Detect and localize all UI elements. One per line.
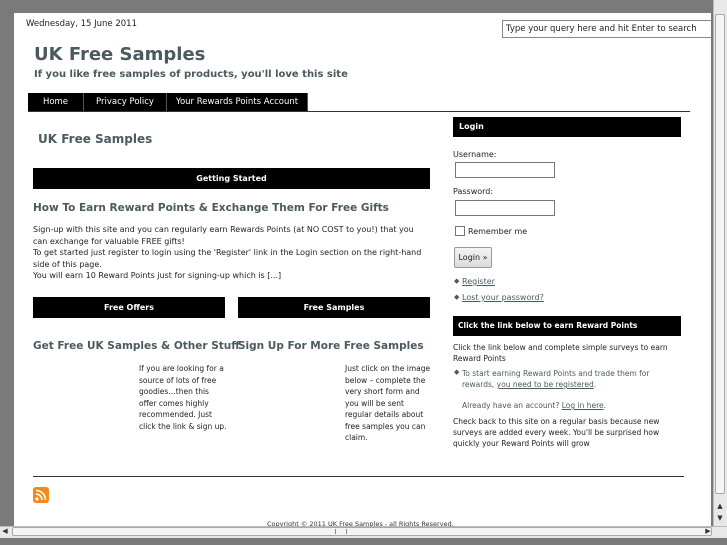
signup-text: Just click on the image below – complete the very short form and you will be sent regular details about free samples you can claim. xyxy=(345,364,431,442)
password-input[interactable] xyxy=(455,200,555,216)
nav-rewards-account[interactable]: Your Rewards Points Account xyxy=(167,93,308,112)
start-earning-text xyxy=(462,368,684,390)
login-button[interactable]: Login » xyxy=(454,247,492,268)
nav-privacy-policy[interactable]: Privacy Policy xyxy=(84,93,167,112)
site-tagline: If you like free samples of products, you'll love this site xyxy=(34,69,348,80)
intro-line: To get started just register to login using the 'Register' link in the Login section on the right-hand side of this page. xyxy=(33,248,422,269)
copyright: Copyright © 2011 UK Free Samples - all Rights Reserved. xyxy=(267,520,454,526)
intro-line: You will earn 10 Reward Points just for signing-up which is [...] xyxy=(33,271,282,280)
intro-text xyxy=(33,224,428,282)
lost-password-link[interactable]: Lost your password? xyxy=(462,293,544,302)
main-nav xyxy=(28,93,308,112)
scroll-right-icon[interactable]: ▶ xyxy=(705,527,711,535)
login-bar: Login xyxy=(453,117,681,137)
rss-icon[interactable] xyxy=(33,487,49,503)
password-label: Password: xyxy=(453,187,494,196)
diamond-bullet-icon: ◆ xyxy=(454,368,460,376)
signup-heading[interactable]: Sign Up For More Free Samples xyxy=(238,340,424,352)
diamond-bullet-icon: ◆ xyxy=(454,277,460,285)
start-earning-label: To start earning Reward Points and trade them for rewards, xyxy=(462,369,650,389)
diamond-bullet-icon: ◆ xyxy=(454,293,460,301)
register-required-link[interactable]: you need to be registered xyxy=(496,380,594,389)
free-offers-bar[interactable]: Free Offers xyxy=(33,297,225,318)
intro-line: Sign-up with this site and you can regularly earn Rewards Points (at NO COST to you!) that you can exchange for valuable FREE gifts! xyxy=(33,225,414,246)
already-account-label: Already have an account? xyxy=(462,401,560,410)
username-label: Username: xyxy=(453,150,497,159)
free-samples-bar[interactable]: Free Samples xyxy=(238,297,430,318)
check-back-text: Check back to this site on a regular basis because new surveys are added every week. You'll be surprised how quickly your Reward Points will grow xyxy=(453,417,660,448)
rewards-bar: Click the link below to earn Reward Points xyxy=(453,316,681,336)
offers-heading[interactable]: Get Free UK Samples & Other Stuff xyxy=(33,340,240,352)
earn-points-heading[interactable]: How To Earn Reward Points & Exchange Them For Free Gifts xyxy=(33,202,389,214)
log-in-here-link[interactable]: Log in here xyxy=(561,401,604,410)
scroll-up-icon[interactable]: ▲ xyxy=(717,502,723,510)
already-account-text xyxy=(462,401,606,410)
getting-started-bar[interactable]: Getting Started xyxy=(33,168,430,189)
scroll-left-icon[interactable]: ◀ xyxy=(2,527,8,535)
remember-me-checkbox[interactable] xyxy=(455,226,465,236)
horizontal-scroll-thumb[interactable] xyxy=(12,527,712,536)
vertical-scroll-thumb[interactable] xyxy=(715,14,725,494)
rewards-text: Click the link below and complete simple surveys to earn Reward Points xyxy=(453,343,668,363)
page-title: UK Free Samples xyxy=(38,132,153,146)
period: . xyxy=(593,380,597,389)
username-input[interactable] xyxy=(455,162,555,178)
scroll-grip-icon xyxy=(335,529,347,534)
current-date: Wednesday, 15 June 2011 xyxy=(26,19,137,29)
remember-me-label: Remember me xyxy=(468,227,528,236)
nav-divider xyxy=(28,111,690,112)
scroll-down-icon[interactable]: ▼ xyxy=(717,514,723,522)
register-link[interactable]: Register xyxy=(462,277,495,286)
footer-divider xyxy=(33,476,684,477)
search-input[interactable] xyxy=(502,20,711,38)
site-title[interactable]: UK Free Samples xyxy=(34,44,206,65)
nav-home[interactable]: Home xyxy=(28,93,84,112)
offers-text: If you are looking for a source of lots of free goodies…then this offer comes highly recommended. Just click the link & sign up. xyxy=(139,364,227,431)
period: . xyxy=(603,401,606,410)
page xyxy=(14,13,711,526)
